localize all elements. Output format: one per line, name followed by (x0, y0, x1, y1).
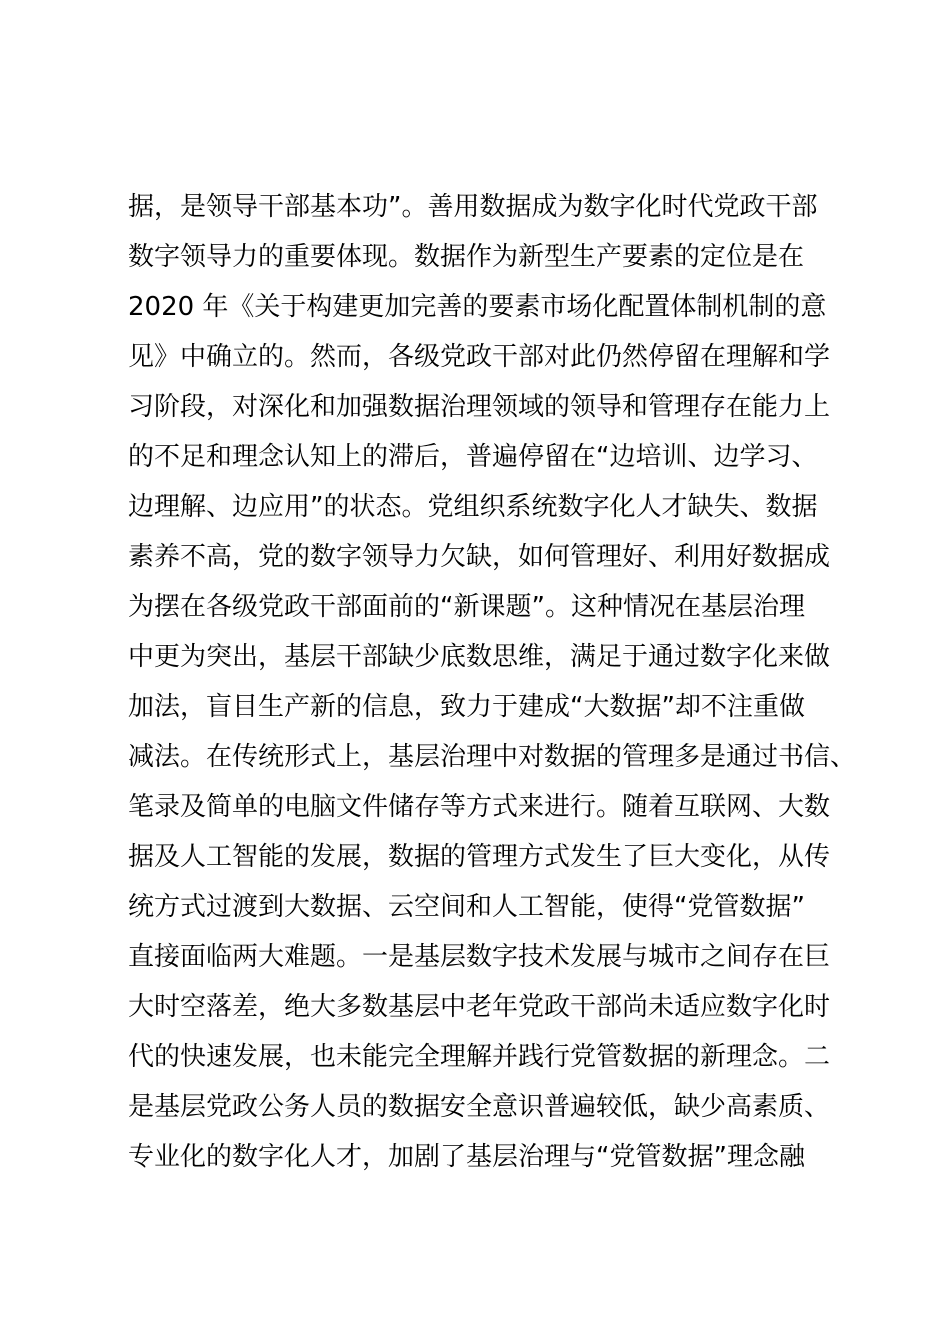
text-line-7: 边理解、边应用”的状态。党组织系统数字化人才缺失、数据 (128, 492, 818, 522)
text-line-9: 为摆在各级党政干部面前的“新课题”。这种情况在基层治理 (128, 592, 805, 622)
body-paragraph (128, 182, 888, 1182)
text-line-18: 代的快速发展，也未能完全理解并践行党管数据的新理念。二 (128, 1042, 831, 1072)
text-line-19: 是基层党政公务人员的数据安全意识普遍较低，缺少高素质、 (128, 1092, 831, 1122)
text-line-10: 中更为突出，基层干部缺少底数思维，满足于通过数字化来做 (128, 642, 831, 672)
text-line-6: 的不足和理念认知上的滞后，普遍停留在“边培训、边学习、 (128, 442, 818, 472)
text-line-5: 习阶段，对深化和加强数据治理领域的领导和管理存在能力上 (128, 392, 831, 422)
text-line-1: 据，是领导干部基本功”。善用数据成为数字化时代党政干部 (128, 192, 818, 222)
text-line-13: 笔录及简单的电脑文件储存等方式来进行。随着互联网、大数 (128, 792, 831, 822)
text-line-11: 加法，盲目生产新的信息，致力于建成“大数据”却不注重做 (128, 692, 805, 722)
text-line-15: 统方式过渡到大数据、云空间和人工智能，使得“党管数据” (128, 892, 805, 922)
text-line-14: 据及人工智能的发展，数据的管理方式发生了巨大变化，从传 (128, 842, 831, 872)
text-line-2: 数字领导力的重要体现。数据作为新型生产要素的定位是在 (128, 242, 805, 272)
text-line-8: 素养不高，党的数字领导力欠缺，如何管理好、利用好数据成 (128, 542, 831, 572)
text-line-12: 减法。在传统形式上，基层治理中对数据的管理多是通过书信、 (128, 742, 857, 772)
text-line-17: 大时空落差，绝大多数基层中老年党政干部尚未适应数字化时 (128, 992, 831, 1022)
text-line-3: 2020 年《关于构建更加完善的要素市场化配置体制机制的意 (128, 292, 827, 322)
text-line-20: 专业化的数字化人才，加剧了基层治理与“党管数据”理念融 (128, 1142, 805, 1172)
text-line-16: 直接面临两大难题。一是基层数字技术发展与城市之间存在巨 (128, 942, 831, 972)
text-line-4: 见》中确立的。然而，各级党政干部对此仍然停留在理解和学 (128, 342, 831, 372)
